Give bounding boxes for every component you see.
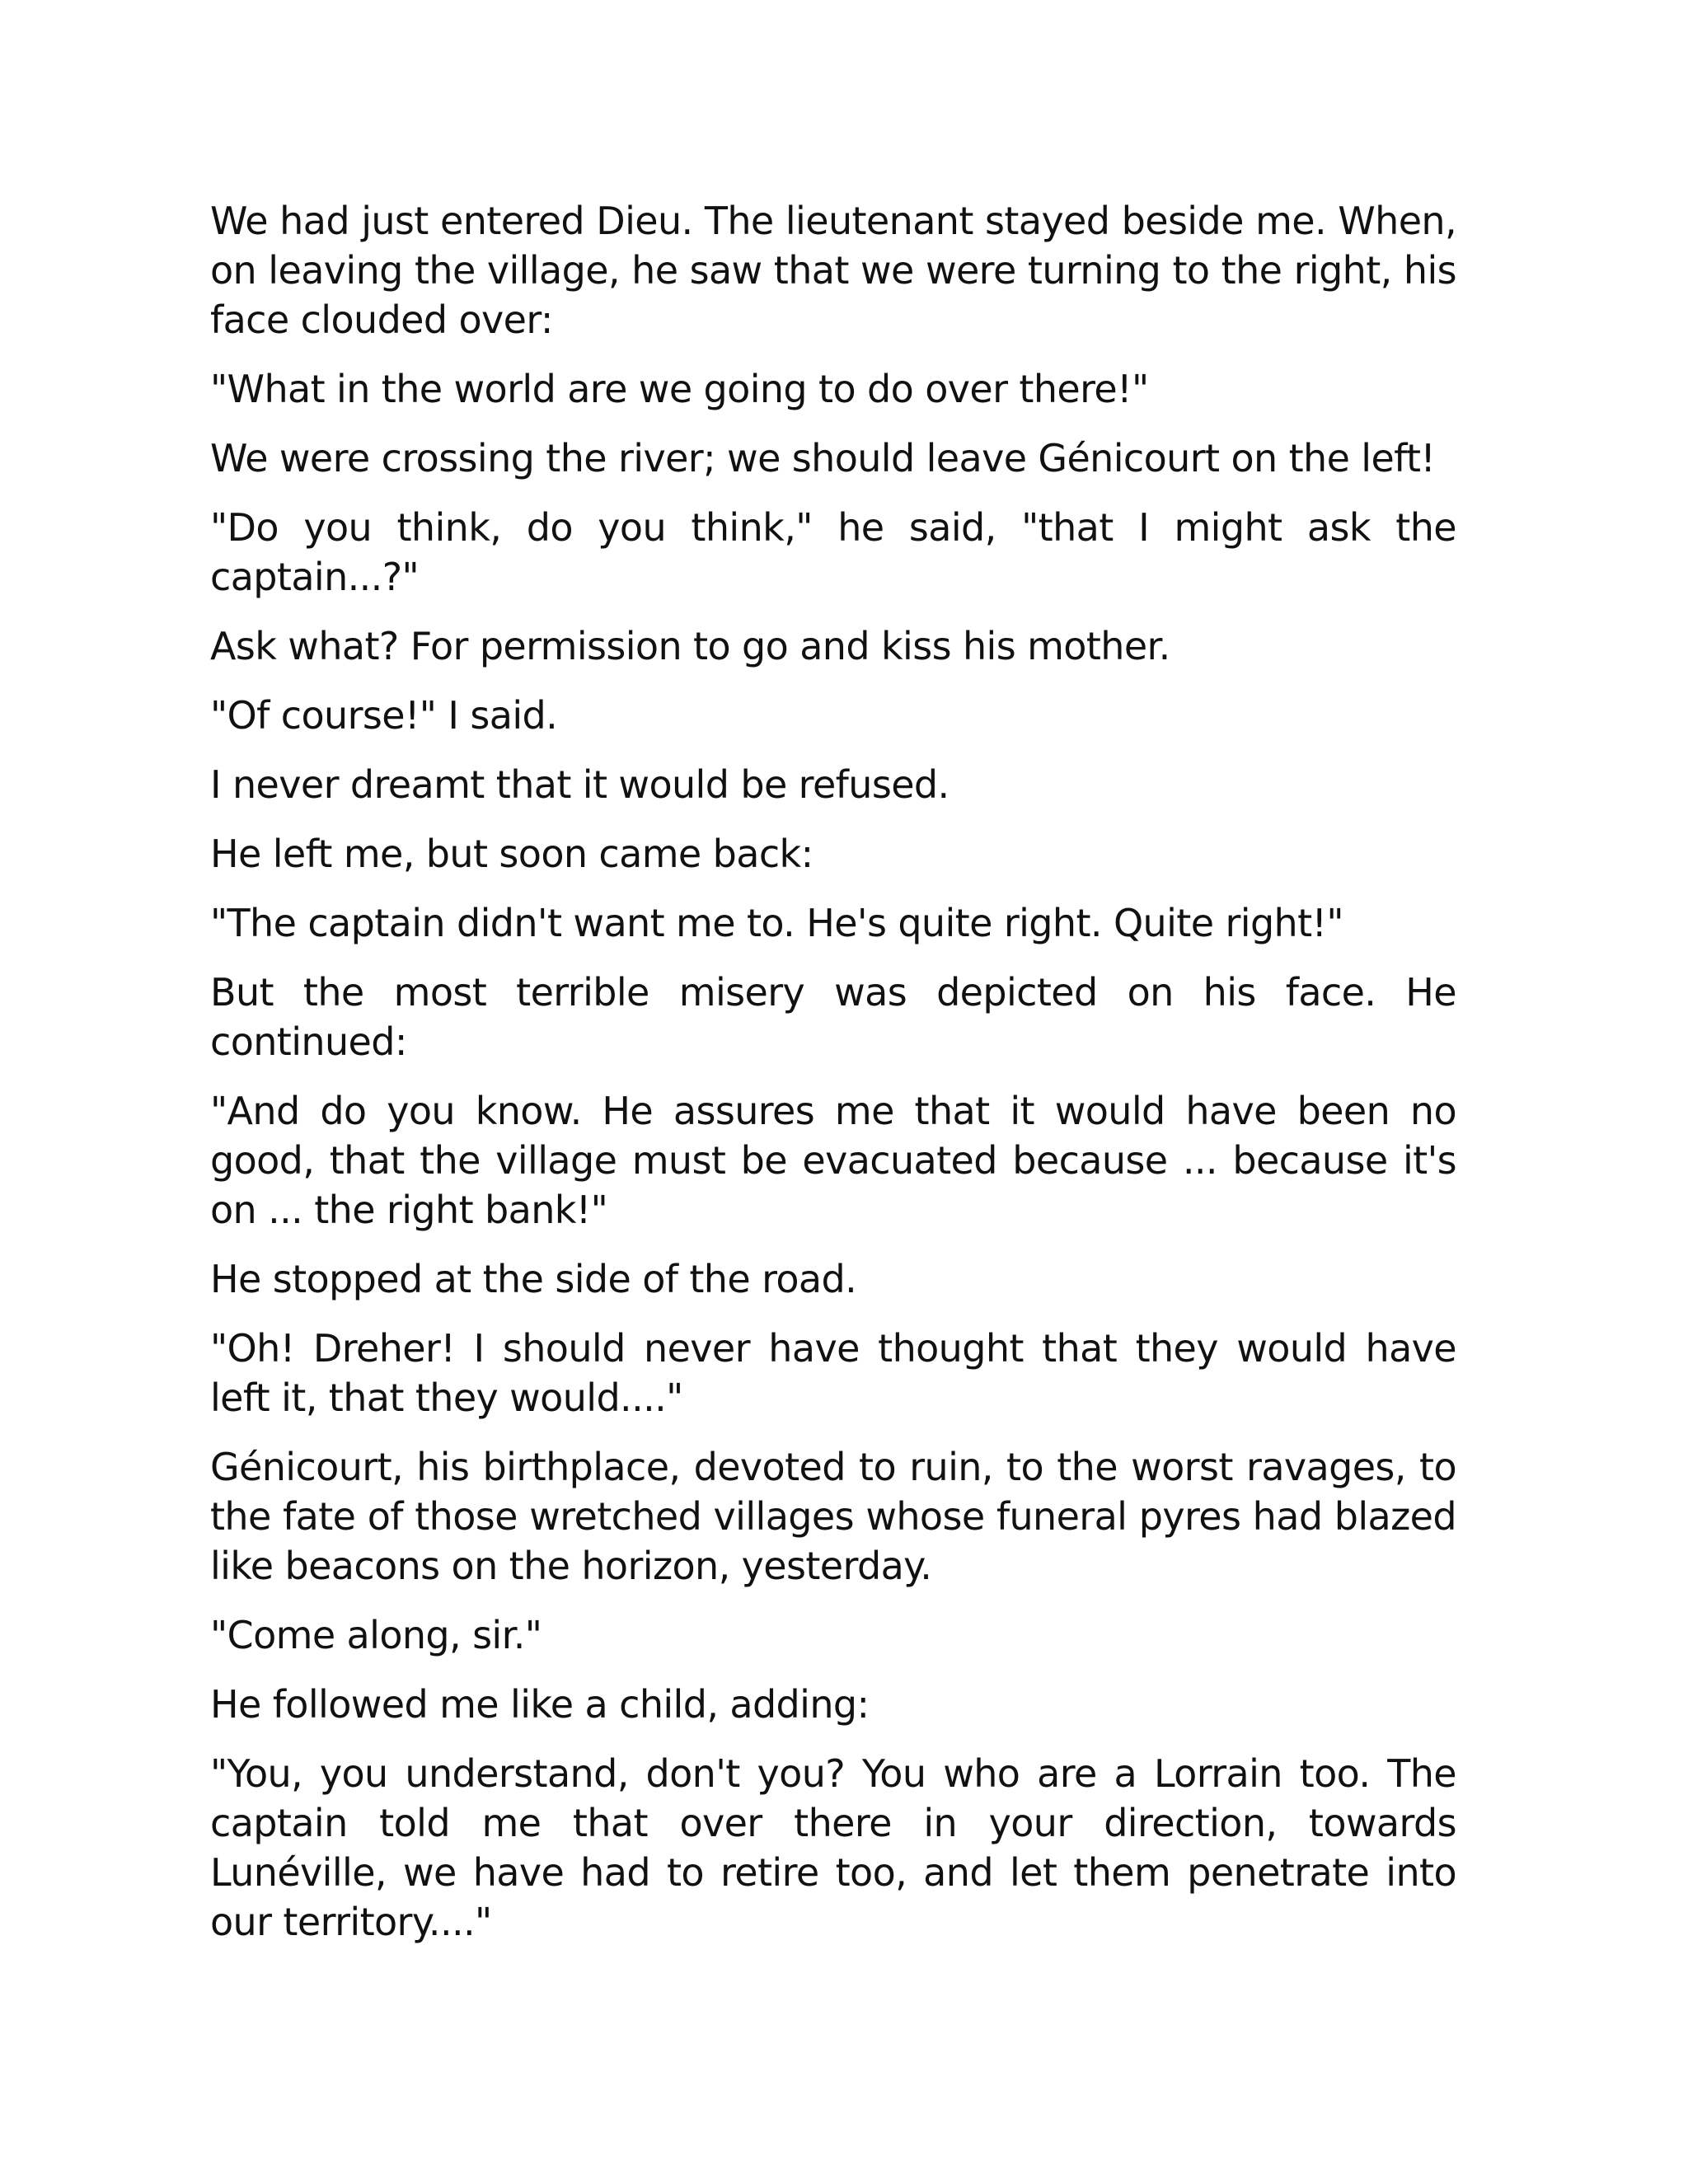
paragraph: "The captain didn't want me to. He's quite right. Quite right!" (210, 901, 1343, 945)
paragraph: He left me, but soon came back: (210, 832, 814, 876)
paragraph: He stopped at the side of the road. (210, 1257, 857, 1301)
paragraph: "Do you think, do you think," he said, "that I might ask the captain...?" (210, 505, 1456, 599)
paragraph: "Come along, sir." (210, 1613, 542, 1657)
paragraph: I never dreamt that it would be refused. (210, 762, 950, 807)
paragraph: We had just entered Dieu. The lieutenant stayed beside me. When, on leaving the village, he saw that we were turning to the right, his face clouded over: (210, 199, 1456, 342)
paragraph: We were crossing the river; we should leave Génicourt on the left! (210, 436, 1436, 480)
paragraph: "What in the world are we going to do over there!" (210, 367, 1149, 411)
paragraph: "You, you understand, don't you? You who are a Lorrain too. The captain told me that over there in your direction, towards Lunéville, we have had to retire too, and let them penetrate into our territory...." (210, 1751, 1456, 1944)
paragraph: "Oh! Dreher! I should never have thought that they would have left it, that they would...." (210, 1326, 1456, 1420)
paragraph: Génicourt, his birthplace, devoted to ruin, to the worst ravages, to the fate of those wretched villages whose funeral pyres had blazed like beacons on the horizon, yesterday. (210, 1445, 1456, 1588)
paragraph: But the most terrible misery was depicted on his face. He continued: (210, 970, 1456, 1064)
document-page (210, 196, 1456, 1966)
paragraph: He followed me like a child, adding: (210, 1682, 870, 1727)
paragraph: "And do you know. He assures me that it would have been no good, that the village must be evacuated because ... because it's on ... the right bank!" (210, 1089, 1456, 1232)
paragraph: "Of course!" I said. (210, 693, 558, 738)
paragraph: Ask what? For permission to go and kiss his mother. (210, 624, 1170, 668)
